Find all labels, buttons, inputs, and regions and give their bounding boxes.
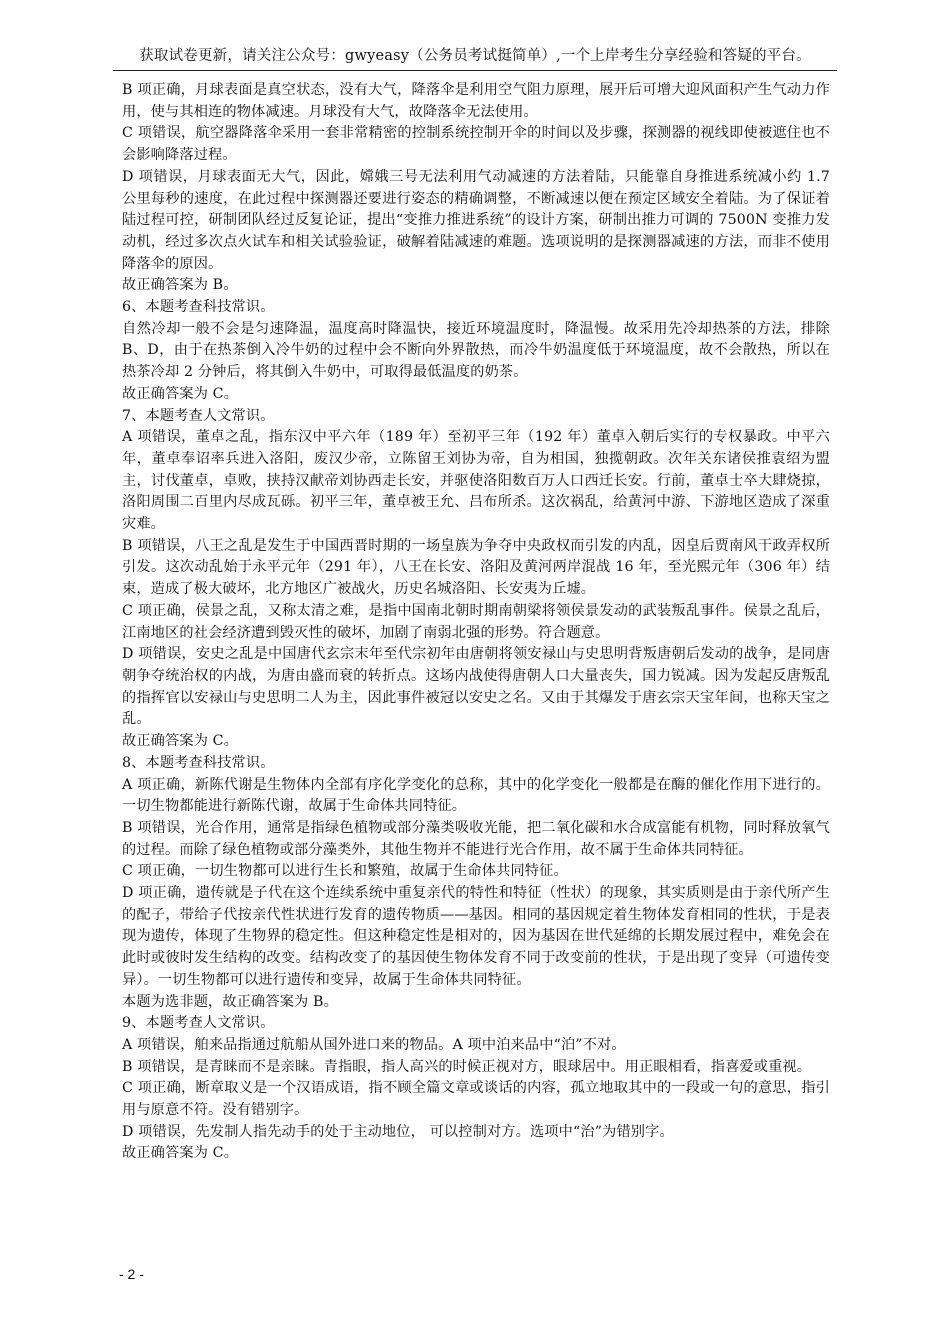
paragraph: 自然冷却一般不会是匀速降温，温度高时降温快，接近环境温度时，降温慢。故采用先冷却热茶的方法，排除 B、D，由于在热茶倒入冷牛奶的过程中会不断向外界散热，而冷牛奶温度低于环境温度，故不会散热，所以在热茶冷却 2 分钟后，将其倒入牛奶中，可取得最低温度的奶茶。 bbox=[122, 320, 830, 381]
paragraph: D 项错误，先发制人指先动手的处于主动地位， 可以控制对方。选项中“治”为错别字。 bbox=[122, 1123, 674, 1140]
answer-line: 故正确答案为 C。 bbox=[122, 1145, 239, 1162]
paragraph: D 项正确，遗传就是子代在这个连续系统中重复亲代的特性和特征（性状）的现象，其实质则是由于亲代所产生的配子，带给子代按亲代性状进行发育的遗传物质——基因。相同的基因规定着生物体发育相同的性状，于是表现为遗传，体现了生物界的稳定性。但这种稳定性是相对的，因为基因在世代延绵的长期发展过程中，难免会在此时或彼时发生结构的改变。结构改变了的基因使生物体发育不同于改变前的性状，于是出现了变异（可遗传变异）。一切生物都可以进行遗传和变异，故属于生命体共同特征。 bbox=[122, 885, 830, 988]
header-notice: 获取试卷更新，请关注公众号：gwyeasy（公务员考试挺简单）,一个上岸考生分享经验和答疑的平台。 bbox=[139, 48, 811, 64]
page-number: - 2 - bbox=[119, 1266, 144, 1282]
paragraph: D 项错误，安史之乱是中国唐代玄宗末年至代宗初年由唐朝将领安禄山与史思明背叛唐朝后发动的战争，是同唐朝争夺统治权的内战，为唐由盛而衰的转折点。这场内战使得唐朝人口大量丧失，国力锐减。因为发起反唐叛乱的指挥官以安禄山与史思明二人为主，因此事件被冠以安史之名。又由于其爆发于唐玄宗天宝年间，也称天宝之乱。 bbox=[122, 646, 830, 728]
paragraph: C 项正确，侯景之乱，又称太清之难，是指中国南北朝时期南朝梁将领侯景发动的武装叛乱事件。侯景之乱后，江南地区的社会经济遭到毁灭性的破坏，加剧了南弱北强的形势。符合题意。 bbox=[122, 602, 830, 641]
paragraph: A 项错误，舶来品指通过航船从国外进口来的物品。A 项中泊来品中“泊”不对。 bbox=[122, 1036, 626, 1053]
header-divider bbox=[113, 70, 837, 71]
paragraph: A 项错误，董卓之乱，指东汉中平六年（189 年）至初平三年（192 年）董卓入朝后实行的专权暴政。中平六年，董卓奉诏率兵进入洛阳，废汉少帝，立陈留王刘协为帝，自为相国，独揽朝政。次年关东诸侯推袁绍为盟主，讨伐董卓，卓败，挟持汉献帝刘协西走长安，并驱使洛阳数百万人口西迁长安。行前，董卓士卒大肆烧掠，洛阳周围二百里内尽成瓦砾。初平三年，董卓被王允、吕布所杀。这次祸乱，给黄河中游、下游地区造成了深重灾难。 bbox=[122, 429, 830, 533]
paragraph: B 项错误，是青睐而不是亲睐。青指眼，指人高兴的时候正视对方，眼球居中。用正眼相看，指喜爱或重视。 bbox=[122, 1058, 812, 1075]
paragraph: C 项正确，断章取义是一个汉语成语，指不顾全篇文章或谈话的内容，孤立地取其中的一段或一句的意思，指引用与原意不符。没有错别字。 bbox=[122, 1080, 830, 1119]
paragraph: C 项错误，航空器降落伞采用一套非常精密的控制系统控制开伞的时间以及步骤，探测器的视线即使被遮住也不会影响降落过程。 bbox=[122, 125, 830, 164]
paragraph: B 项正确，月球表面是真空状态，没有大气，降落伞是利用空气阻力原理，展开后可增大迎风面积产生气动力作用，使与其相连的物体减速。月球没有大气，故降落伞无法使用。 bbox=[122, 82, 830, 120]
question-heading: 9、本题考查人文常识。 bbox=[122, 1015, 275, 1032]
answer-line: 本题为选非题，故正确答案为 B。 bbox=[122, 993, 338, 1010]
answer-explanations bbox=[122, 80, 830, 1165]
paragraph: B 项错误，八王之乱是发生于中国西晋时期的一场皇族为争夺中央政权而引发的内乱，因皇后贾南风干政弄权所引发。这次动乱始于永平元年（291 年），八王在长安、洛阳及黄河两岸混战 16 年，至光熙元年（306 年）结束，造成了极大破坏，北方地区广被战火，历史名城洛阳、长安夷为丘墟。 bbox=[122, 537, 830, 598]
question-heading: 8、本题考查科技常识。 bbox=[122, 754, 275, 771]
paragraph: A 项正确，新陈代谢是生物体内全部有序化学变化的总称，其中的化学变化一般都是在酶的催化作用下进行的。一切生物都能进行新陈代谢，故属于生命体共同特征。 bbox=[122, 776, 830, 815]
paragraph: C 项正确，一切生物都可以进行生长和繁殖，故属于生命体共同特征。 bbox=[122, 863, 568, 880]
answer-line: 故正确答案为 C。 bbox=[122, 733, 239, 750]
paragraph: B 项错误，光合作用，通常是指绿色植物或部分藻类吸收光能，把二氧化碳和水合成富能有机物，同时释放氧气的过程。而除了绿色植物或部分藻类外，其他生物并不能进行光合作用，故不属于生命体共同特征。 bbox=[122, 819, 830, 858]
answer-line: 故正确答案为 B。 bbox=[122, 277, 238, 294]
question-heading: 7、本题考查人文常识。 bbox=[122, 407, 275, 424]
question-heading: 6、本题考查科技常识。 bbox=[122, 299, 275, 316]
paragraph: D 项错误，月球表面无大气，因此，嫦娥三号无法利用气动减速的方法着陆，只能靠自身推进系统减小约 1.7 公里每秒的速度，在此过程中探测器还要进行姿态的精确调整，不断减速以便在预定区域安全着陆。为了保证着陆过程可控，研制团队经过反复论证，提出“变推力推进系统”的设计方案，研制出推力可调的 7500N 变推力发动机，经过多次点火试车和相关试验验证，破解着陆减速的难题。选项说明的是探测器减速的方法，而非不使用降落伞的原因。 bbox=[122, 168, 830, 272]
answer-line: 故正确答案为 C。 bbox=[122, 385, 239, 402]
